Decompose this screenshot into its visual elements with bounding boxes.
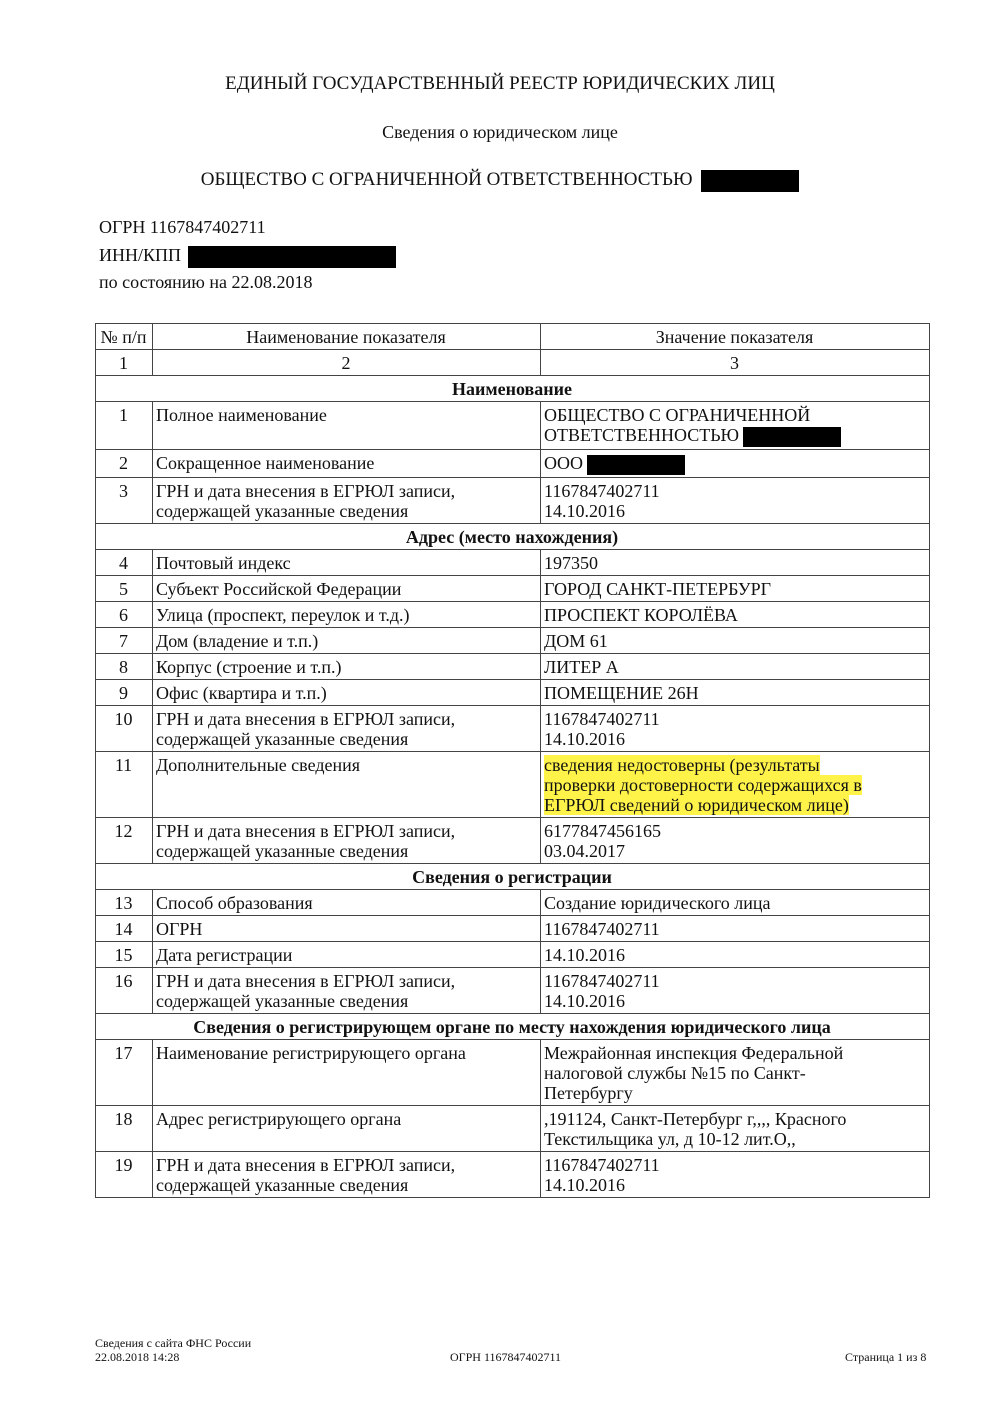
value-text: 1167847402711 xyxy=(544,970,660,991)
section-header-row xyxy=(96,523,930,549)
value-line xyxy=(544,553,925,573)
value-line xyxy=(544,453,925,475)
row-number: 11 xyxy=(96,751,153,817)
indicator-name: Корпус (строение и т.п.) xyxy=(153,653,541,679)
indicator-value xyxy=(541,705,930,751)
table-row xyxy=(96,679,930,705)
row-number: 16 xyxy=(96,967,153,1013)
row-number: 15 xyxy=(96,941,153,967)
indicator-name: Дополнительные сведения xyxy=(153,751,541,817)
table-row xyxy=(96,575,930,601)
registry-table xyxy=(95,323,930,1198)
org-name-text: ОБЩЕСТВО С ОГРАНИЧЕННОЙ ОТВЕТСТВЕННОСТЬЮ xyxy=(200,169,693,190)
section-header-row xyxy=(96,376,930,402)
table-row xyxy=(96,1105,930,1151)
row-number: 17 xyxy=(96,1039,153,1105)
value-line xyxy=(544,405,925,425)
table-row xyxy=(96,705,930,751)
indicator-name: Сокращенное наименование xyxy=(153,449,541,477)
value-line xyxy=(544,579,925,599)
value-text: ПОМЕЩЕНИЕ 26Н xyxy=(544,682,699,703)
value-text: ,191124, Санкт-Петербург г,,,, Красного xyxy=(544,1108,847,1129)
indicator-value xyxy=(541,889,930,915)
indicator-value xyxy=(541,627,930,653)
value-line xyxy=(544,501,925,521)
value-line xyxy=(544,481,925,501)
indicator-value xyxy=(541,967,930,1013)
indicator-name: ГРН и дата внесения в ЕГРЮЛ записи, содержащей указанные сведения xyxy=(153,477,541,523)
value-line xyxy=(544,1155,925,1175)
value-text: Петербургу xyxy=(544,1082,633,1103)
indicator-name: Субъект Российской Федерации xyxy=(153,575,541,601)
value-line xyxy=(544,729,925,749)
redaction-bar xyxy=(701,170,799,192)
indicator-name: Дата регистрации xyxy=(153,941,541,967)
indicator-name: Улица (проспект, переулок и т.д.) xyxy=(153,601,541,627)
column-number-row xyxy=(96,350,930,376)
value-text: 14.10.2016 xyxy=(544,728,625,749)
indicator-name: ГРН и дата внесения в ЕГРЮЛ записи, содержащей указанные сведения xyxy=(153,967,541,1013)
as-of-date-line: по состоянию на 22.08.2018 xyxy=(99,272,313,292)
value-line xyxy=(544,709,925,729)
value-line xyxy=(544,795,925,815)
value-line xyxy=(544,775,925,795)
inn-kpp-line xyxy=(99,245,396,268)
value-text: 14.10.2016 xyxy=(544,944,625,965)
table-row xyxy=(96,817,930,863)
indicator-name: Почтовый индекс xyxy=(153,549,541,575)
value-text: Текстильщика ул, д 10-12 лит.О,, xyxy=(544,1128,796,1149)
value-text: 1167847402711 xyxy=(544,480,660,501)
value-line xyxy=(544,1129,925,1149)
value-line xyxy=(544,631,925,651)
row-number: 19 xyxy=(96,1151,153,1197)
section-title: Адрес (место нахождения) xyxy=(96,523,930,549)
row-number: 2 xyxy=(96,449,153,477)
value-line xyxy=(544,1083,925,1103)
table-row xyxy=(96,549,930,575)
value-line xyxy=(544,971,925,991)
indicator-name: Способ образования xyxy=(153,889,541,915)
footer-source-text: Сведения с сайта ФНС России xyxy=(95,1336,252,1350)
table-row xyxy=(96,889,930,915)
value-text: 6177847456165 xyxy=(544,820,661,841)
indicator-name: ГРН и дата внесения в ЕГРЮЛ записи, содержащей указанные сведения xyxy=(153,705,541,751)
ogrn-line: ОГРН 1167847402711 xyxy=(99,217,266,237)
indicator-value xyxy=(541,915,930,941)
row-number: 14 xyxy=(96,915,153,941)
value-text: ПРОСПЕКТ КОРОЛЁВА xyxy=(544,604,738,625)
value-text: ЛИТЕР А xyxy=(544,656,619,677)
value-line xyxy=(544,919,925,939)
row-number: 8 xyxy=(96,653,153,679)
org-name-heading xyxy=(0,169,1000,192)
indicator-value xyxy=(541,1151,930,1197)
value-text: ЕГРЮЛ сведений о юридическом лице) xyxy=(544,794,849,815)
table-row xyxy=(96,653,930,679)
table-row xyxy=(96,1039,930,1105)
indicator-name: ГРН и дата внесения в ЕГРЮЛ записи, содержащей указанные сведения xyxy=(153,817,541,863)
value-line xyxy=(544,657,925,677)
value-text: 03.04.2017 xyxy=(544,840,625,861)
footer-page-number: Страница 1 из 8 xyxy=(845,1350,927,1364)
value-line xyxy=(544,945,925,965)
value-line xyxy=(544,425,925,447)
indicator-name: Адрес регистрирующего органа xyxy=(153,1105,541,1151)
table-row xyxy=(96,449,930,477)
table-row xyxy=(96,477,930,523)
value-line xyxy=(544,605,925,625)
value-text: 1167847402711 xyxy=(544,708,660,729)
value-line xyxy=(544,821,925,841)
value-text: Создание юридического лица xyxy=(544,892,771,913)
indicator-value xyxy=(541,653,930,679)
row-number: 3 xyxy=(96,477,153,523)
value-line xyxy=(544,755,925,775)
value-line xyxy=(544,1109,925,1129)
indicator-name: Офис (квартира и т.п.) xyxy=(153,679,541,705)
header-cell-number: № п/п xyxy=(96,324,153,350)
indicator-value xyxy=(541,549,930,575)
value-text: налоговой службы №15 по Санкт- xyxy=(544,1062,806,1083)
row-number: 7 xyxy=(96,627,153,653)
footer-ogrn: ОГРН 1167847402711 xyxy=(450,1350,562,1364)
column-number-cell: 1 xyxy=(96,350,153,376)
table-row xyxy=(96,1151,930,1197)
section-title: Сведения о регистрирующем органе по месту нахождения юридического лица xyxy=(96,1013,930,1039)
row-number: 1 xyxy=(96,402,153,450)
table-row xyxy=(96,967,930,1013)
value-text: ОТВЕТСТВЕННОСТЬЮ xyxy=(544,425,740,445)
indicator-name: ГРН и дата внесения в ЕГРЮЛ записи, содержащей указанные сведения xyxy=(153,1151,541,1197)
indicator-name: ОГРН xyxy=(153,915,541,941)
column-number-cell: 3 xyxy=(541,350,930,376)
row-number: 4 xyxy=(96,549,153,575)
indicator-value xyxy=(541,679,930,705)
value-line xyxy=(544,1175,925,1195)
indicator-value xyxy=(541,1039,930,1105)
value-text: ОБЩЕСТВО С ОГРАНИЧЕННОЙ xyxy=(544,405,811,425)
redaction-bar xyxy=(743,427,841,447)
indicator-value xyxy=(541,601,930,627)
header-cell-indicator: Наименование показателя xyxy=(153,324,541,350)
indicator-value xyxy=(541,817,930,863)
value-text: 1167847402711 xyxy=(544,1154,660,1175)
document-subtitle: Сведения о юридическом лице xyxy=(382,122,618,142)
header-cell-value: Значение показателя xyxy=(541,324,930,350)
document-title: ЕДИНЫЙ ГОСУДАРСТВЕННЫЙ РЕЕСТР ЮРИДИЧЕСКИХ ЛИЦ xyxy=(225,73,775,94)
indicator-name: Дом (владение и т.п.) xyxy=(153,627,541,653)
redaction-bar xyxy=(587,455,685,475)
row-number: 6 xyxy=(96,601,153,627)
table-row xyxy=(96,941,930,967)
footer-datetime: 22.08.2018 14:28 xyxy=(95,1350,180,1364)
row-number: 9 xyxy=(96,679,153,705)
section-title: Наименование xyxy=(96,376,930,402)
value-text: ДОМ 61 xyxy=(544,630,608,651)
row-number: 10 xyxy=(96,705,153,751)
table-row xyxy=(96,627,930,653)
indicator-value xyxy=(541,449,930,477)
value-text: ООО xyxy=(544,452,583,473)
indicator-value xyxy=(541,402,930,450)
value-text: 1167847402711 xyxy=(544,918,660,939)
value-text: 14.10.2016 xyxy=(544,500,625,521)
value-line xyxy=(544,893,925,913)
value-text: 14.10.2016 xyxy=(544,990,625,1011)
value-text: ГОРОД САНКТ-ПЕТЕРБУРГ xyxy=(544,578,772,599)
value-line xyxy=(544,1063,925,1083)
value-line xyxy=(544,1043,925,1063)
value-text: проверки достоверности содержащихся в xyxy=(544,774,862,795)
indicator-value xyxy=(541,941,930,967)
row-number: 12 xyxy=(96,817,153,863)
table-row xyxy=(96,402,930,450)
row-number: 13 xyxy=(96,889,153,915)
indicator-value xyxy=(541,1105,930,1151)
table-row xyxy=(96,751,930,817)
footer-source xyxy=(95,1336,251,1364)
value-line xyxy=(544,991,925,1011)
section-header-row xyxy=(96,863,930,889)
row-number: 5 xyxy=(96,575,153,601)
indicator-value xyxy=(541,477,930,523)
value-line xyxy=(544,841,925,861)
table-header-row xyxy=(96,324,930,350)
value-text: сведения недостоверны (результаты xyxy=(544,754,820,775)
indicator-value xyxy=(541,575,930,601)
indicator-value xyxy=(541,751,930,817)
value-text: 197350 xyxy=(544,552,598,573)
value-text: Межрайонная инспекция Федеральной xyxy=(544,1042,844,1063)
section-title: Сведения о регистрации xyxy=(96,863,930,889)
indicator-name: Наименование регистрирующего органа xyxy=(153,1039,541,1105)
indicator-name: Полное наименование xyxy=(153,402,541,450)
redaction-bar xyxy=(188,246,396,268)
value-text: 14.10.2016 xyxy=(544,1174,625,1195)
column-number-cell: 2 xyxy=(153,350,541,376)
section-header-row xyxy=(96,1013,930,1039)
value-line xyxy=(544,683,925,703)
row-number: 18 xyxy=(96,1105,153,1151)
table-row xyxy=(96,601,930,627)
table-row xyxy=(96,915,930,941)
inn-kpp-label: ИНН/КПП xyxy=(99,245,182,265)
